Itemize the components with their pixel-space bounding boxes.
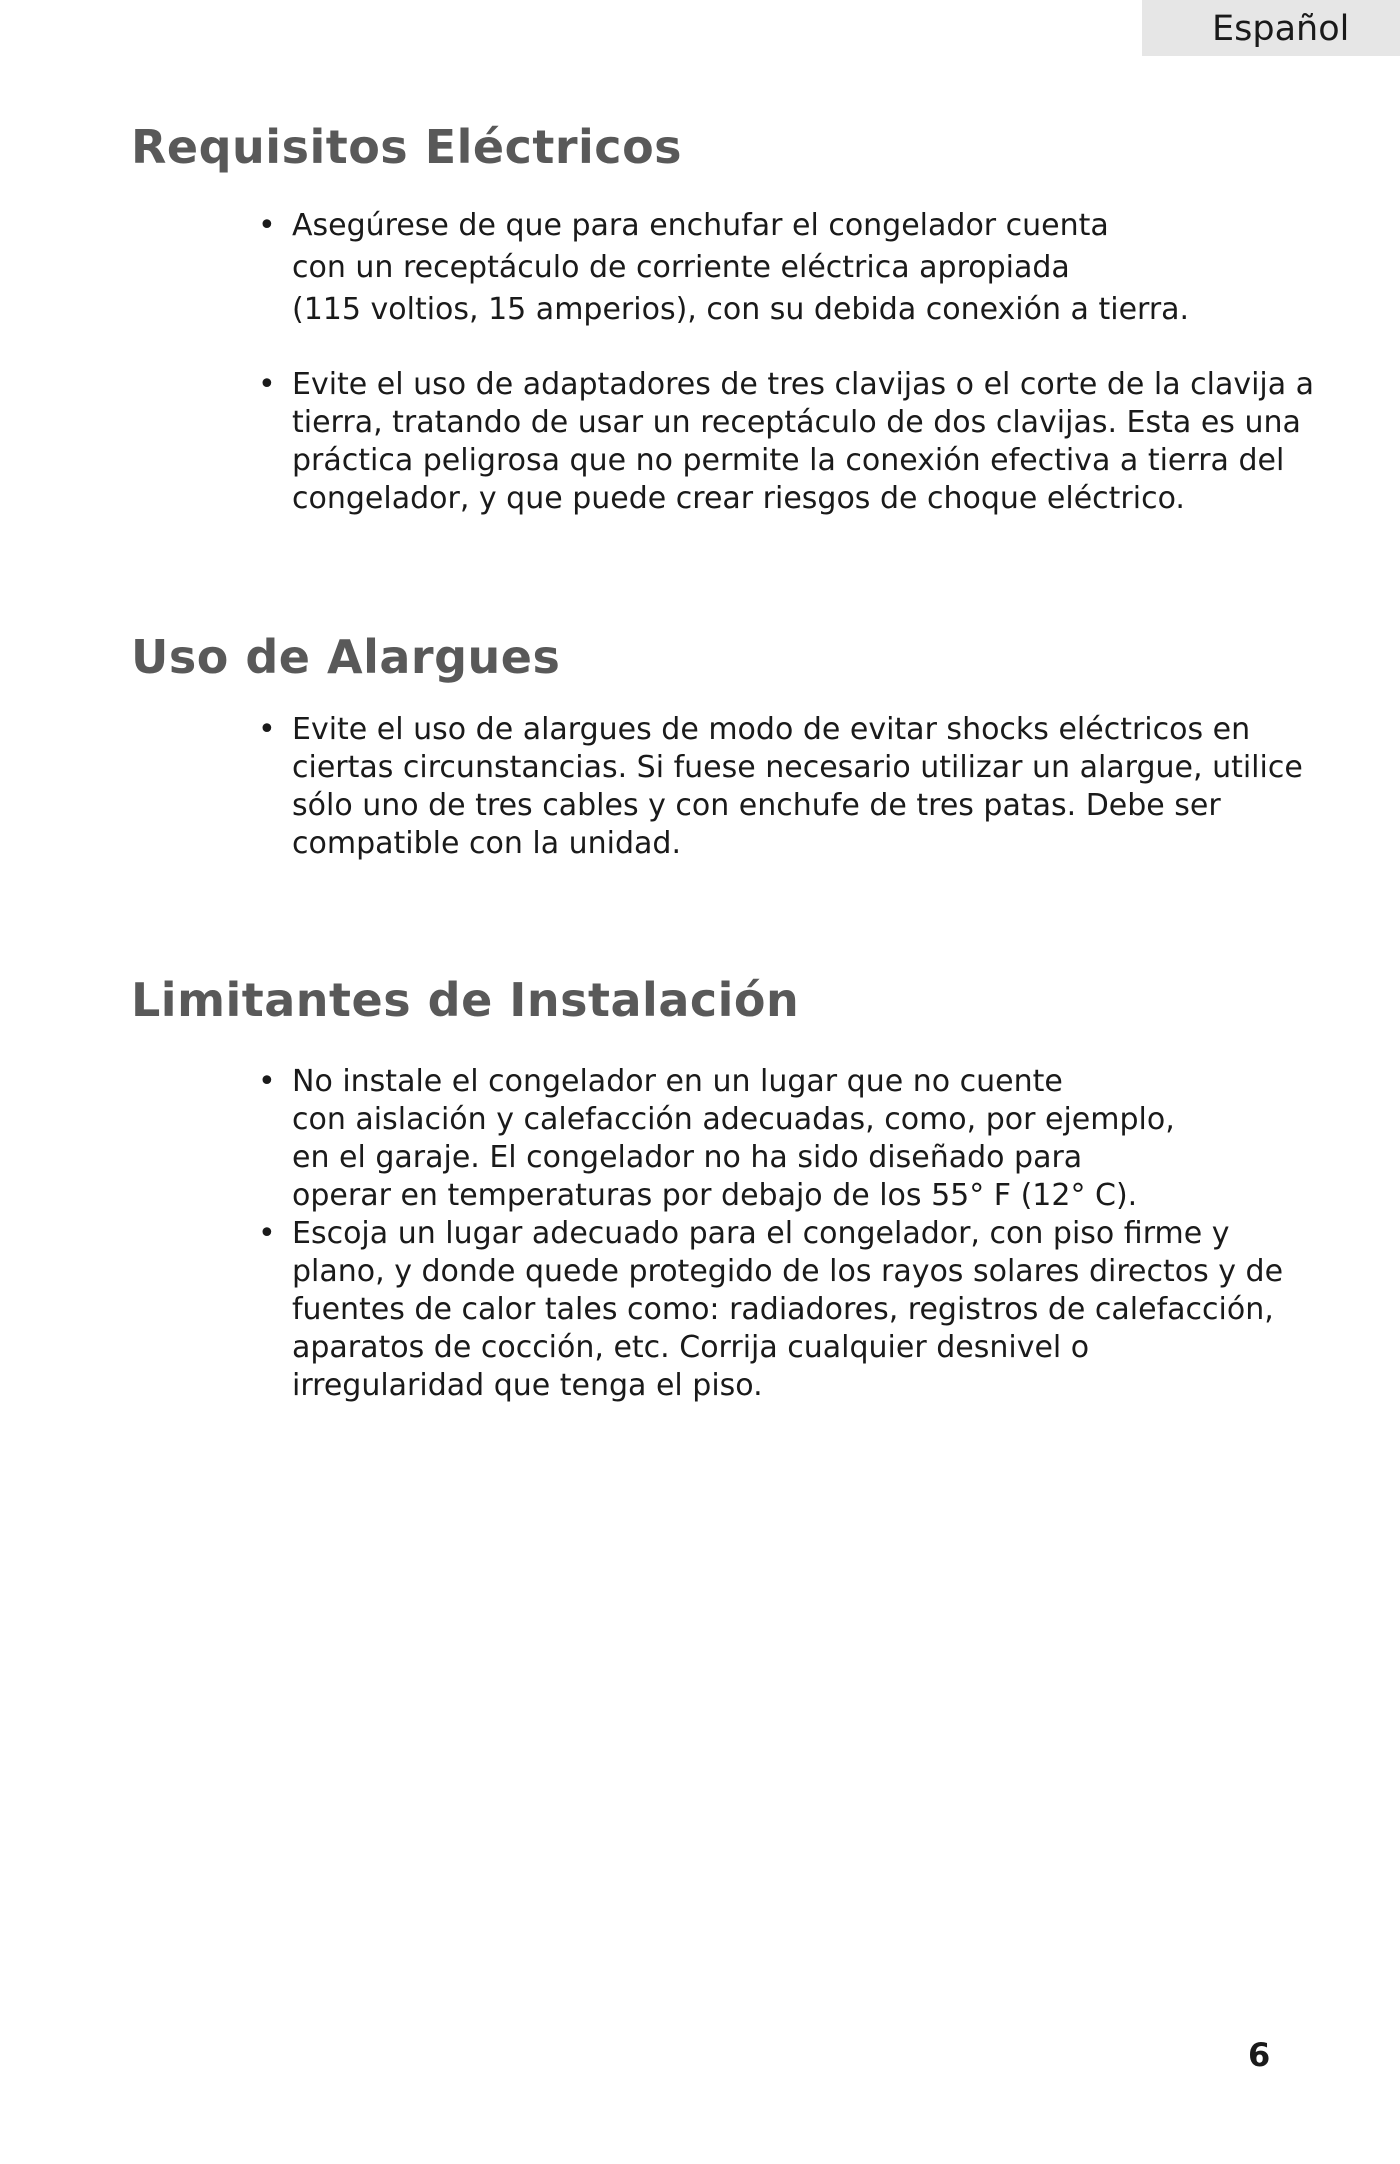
bullet-line: Evite el uso de adaptadores de tres clavijas o el corte de la clavija a [292,367,1315,402]
bullet-line: tierra, tratando de usar un receptáculo de dos clavijas. Esta es una [292,405,1301,440]
bullet-line: con un receptáculo de corriente eléctrica apropiada [292,250,1070,285]
language-tab: Español [1142,0,1400,56]
section-title-uso-de-alargues: Uso de Alargues [131,630,561,684]
bullet-item [258,366,1314,518]
bullet-icon: • [258,1216,276,1251]
bullet-line: Asegúrese de que para enchufar el congelador cuenta [292,208,1109,243]
bullet-line: fuentes de calor tales como: radiadores, registros de calefacción, [292,1292,1274,1327]
bullet-line: congelador, y que puede crear riesgos de choque eléctrico. [292,481,1185,516]
bullet-line: con aislación y calefacción adecuadas, como, por ejemplo, [292,1102,1175,1137]
bullet-line: plano, y donde quede protegido de los rayos solares directos y de [292,1254,1284,1289]
section-title-requisitos-electricos: Requisitos Eléctricos [131,120,683,174]
bullet-line: Evite el uso de alargues de modo de evitar shocks eléctricos en [292,712,1251,747]
bullet-icon: • [258,712,276,747]
bullet-line: aparatos de cocción, etc. Corrija cualquier desnivel o [292,1330,1090,1365]
bullet-item [258,1063,1175,1215]
bullet-line: compatible con la unidad. [292,826,681,861]
section-title-limitantes-de-instalacion: Limitantes de Instalación [131,973,800,1027]
bullet-line: práctica peligrosa que no permite la conexión efectiva a tierra del [292,443,1285,478]
bullet-icon: • [258,208,276,243]
bullet-item [258,205,1189,331]
bullet-icon: • [258,367,276,402]
bullet-line: operar en temperaturas por debajo de los 55° F (12° C). [292,1178,1138,1213]
bullet-item [258,1215,1283,1405]
bullet-line: (115 voltios, 15 amperios), con su debida conexión a tierra. [292,292,1190,327]
bullet-line: irregularidad que tenga el piso. [292,1368,763,1403]
bullet-line: en el garaje. El congelador no ha sido diseñado para [292,1140,1083,1175]
bullet-line: No instale el congelador en un lugar que no cuente [292,1064,1063,1099]
bullet-line: ciertas circunstancias. Si fuese necesario utilizar un alargue, utilice [292,750,1303,785]
bullet-line: Escoja un lugar adecuado para el congelador, con piso firme y [292,1216,1230,1251]
bullet-icon: • [258,1064,276,1099]
bullet-item [258,711,1303,863]
page-number: 6 [1248,2036,1271,2074]
bullet-line: sólo uno de tres cables y con enchufe de tres patas. Debe ser [292,788,1221,823]
